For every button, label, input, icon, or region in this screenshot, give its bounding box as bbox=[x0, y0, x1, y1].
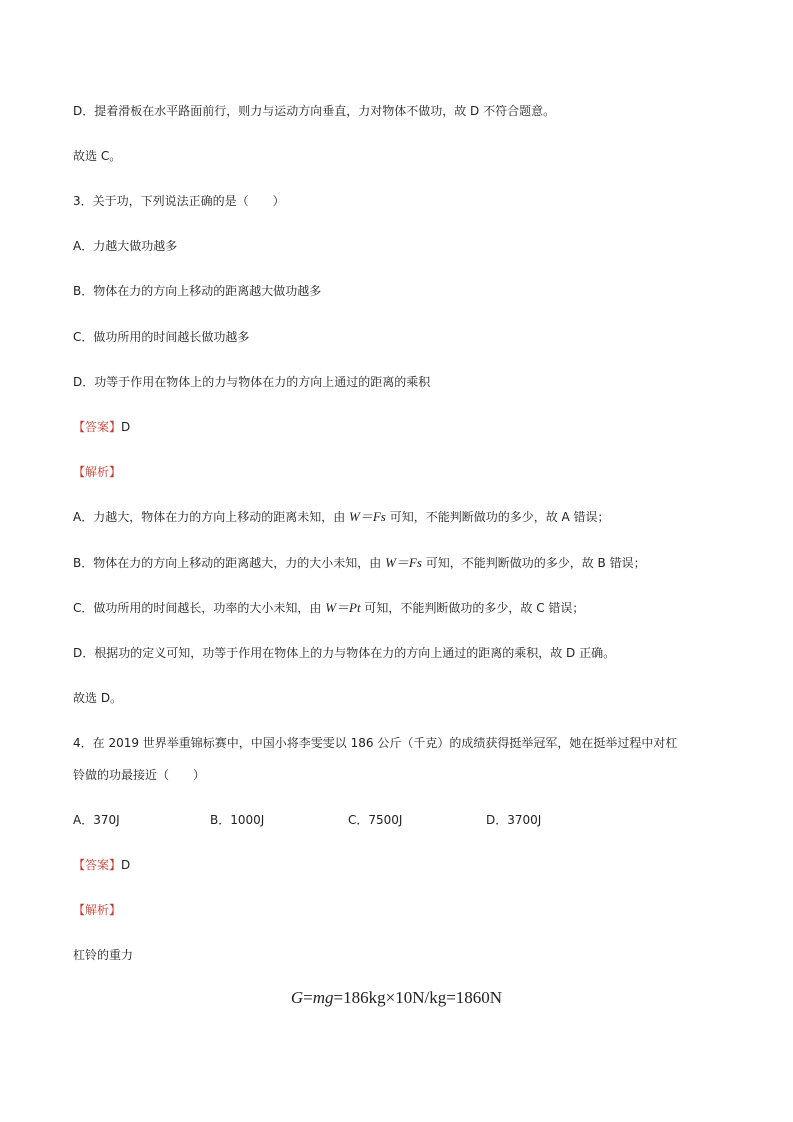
question-4-option-b: B．1000J bbox=[210, 813, 265, 827]
analysis-label: 【解析】 bbox=[73, 465, 122, 479]
question-4-stem-line-2: 铃做的功最接近（ ） bbox=[73, 768, 206, 782]
question-4-option-a: A．370J bbox=[73, 813, 120, 827]
analysis-text: 可知，不能判断做功的多少，故 A 错误； bbox=[385, 510, 610, 524]
question-4-option-d: D．3700J bbox=[486, 813, 542, 827]
question-4-options bbox=[73, 812, 753, 828]
question-3-analysis-label bbox=[73, 464, 753, 480]
formula-computation: =186kg×10N/kg=1860N bbox=[333, 988, 503, 1007]
question-3-stem: 3．关于功，下列说法正确的是（ ） bbox=[73, 194, 285, 208]
analysis-text: A．力越大，物体在力的方向上移动的距离未知，由 bbox=[73, 510, 350, 524]
analysis-text: C．做功所用的时间越长，功率的大小未知，由 bbox=[73, 601, 326, 615]
answer-value: D bbox=[121, 858, 131, 872]
analysis-3-b bbox=[73, 555, 753, 571]
question-3-option-a: A．力越大做功越多 bbox=[73, 239, 178, 253]
formula-symbol-g: G bbox=[290, 988, 304, 1007]
question-3-option-b: B．物体在力的方向上移动的距离越大做功越多 bbox=[73, 284, 322, 298]
question-4-analysis-label bbox=[73, 902, 753, 918]
answer-label: 【答案】 bbox=[73, 858, 122, 872]
question-3-conclusion: 故选 D。 bbox=[73, 691, 123, 705]
barbell-weight-label: 杠铃的重力 bbox=[73, 948, 134, 962]
question-4-option-c: C．7500J bbox=[348, 813, 403, 827]
analysis-text: 可知，不能判断做功的多少，故 B 错误； bbox=[421, 556, 646, 570]
analysis-3-d: D．根据功的定义可知，功等于作用在物体上的力与物体在力的方向上通过的距离的乘积，故 D 正确。 bbox=[73, 646, 616, 660]
formula-inline: W＝Fs bbox=[349, 509, 386, 524]
question-4-answer bbox=[73, 857, 753, 873]
question-3-option-d: D．功等于作用在物体上的力与物体在力的方向上通过的距离的乘积 bbox=[73, 375, 431, 389]
question-3-answer bbox=[73, 419, 753, 435]
answer-value: D bbox=[121, 420, 131, 434]
question-3-option-c: C．做功所用的时间越长做功越多 bbox=[73, 330, 250, 344]
analysis-3-c bbox=[73, 600, 753, 616]
analysis-text: 可知，不能判断做功的多少，故 C 错误； bbox=[360, 601, 585, 615]
weight-formula bbox=[0, 988, 793, 1008]
prev-option-d-explanation: D．提着滑板在水平路面前行，则力与运动方向垂直，力对物体不做功，故 D 不符合题意。 bbox=[73, 104, 556, 118]
question-4-stem-line-1: 4．在 2019 世界举重锦标赛中，中国小将李雯雯以 186 公斤（千克）的成绩获得挺举冠军，她在挺举过程中对杠 bbox=[73, 736, 678, 750]
prev-conclusion: 故选 C。 bbox=[73, 149, 122, 163]
answer-label: 【答案】 bbox=[73, 420, 122, 434]
formula-equals: = bbox=[303, 988, 313, 1007]
formula-inline: W＝Fs bbox=[385, 555, 422, 570]
formula-symbol-mg: mg bbox=[312, 988, 334, 1007]
analysis-3-a bbox=[73, 509, 753, 525]
analysis-label: 【解析】 bbox=[73, 903, 122, 917]
formula-inline: W＝Pt bbox=[325, 600, 361, 615]
analysis-text: B．物体在力的方向上移动的距离越大，力的大小未知，由 bbox=[73, 556, 386, 570]
